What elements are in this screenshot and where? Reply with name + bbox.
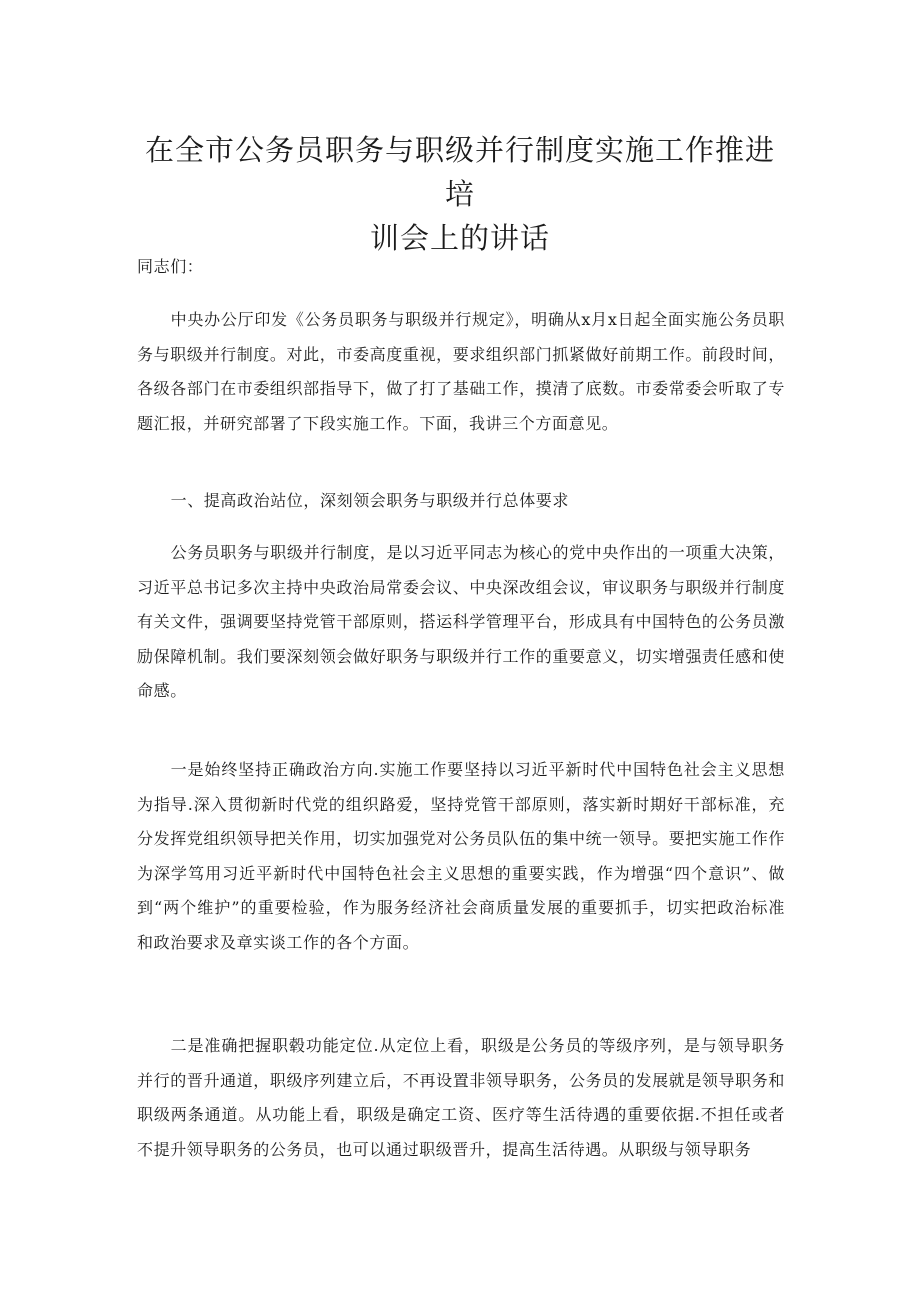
title-line-2: 训会上的讲话	[369, 221, 550, 255]
paragraph-intro: 中央办公厅印发《公务员职务与职级并行规定》，明确从x月x日起全面实施公务员职务与职级并行制度。对此，市委高度重视，要求组织部门抓紧做好前期工作。前段时间，各级各部门在市委组织部指导下，做了打了基础工作，摸清了底数。市委常委会听取了专题汇报，并研究部署了下段实施工作。下面，我讲三个方面意见。	[137, 310, 785, 433]
section-heading-1: 一、提高政治站位，深刻领会职务与职级并行总体要求	[170, 491, 569, 510]
paragraph-policy: 公务员职务与职级并行制度，是以习近平同志为核心的党中央作出的一项重大决策，习近平总书记多次主持中央政治局常委会议、中央深改组会议，审议职务与职级并行制度有关文件，强调要坚持党管干部原则，搭运科学管理平台，形成具有中国特色的公务员激励保障机制。我们要深刻领会做好职务与职级并行工作的重要意义，切实增强责任感和使命感。	[137, 543, 785, 700]
document-title	[140, 128, 780, 260]
salutation: 同志们：	[137, 257, 204, 276]
paragraph-point-2: 二是准确把握职毂功能定位.从定位上看，职级是公务员的等级序列，是与领导职务并行的晋升通道，职级序列建立后，不再设置非领导职务，公务员的发展就是领导职务和职级两条通道。从功能上看，职级是确定工资、医疗等生活待遇的重要依据.不担任或者不提升领导职务的公务员，也可以通过职级晋升，提高生活待遇。从职级与领导职务	[137, 1036, 785, 1159]
paragraph-point-1: 一是始终坚持正确政治方向.实施工作要坚持以习近平新时代中国特色社会主义思想为指导.深入贯彻新时代党的组织路爱，坚持党管干部原则，落实新时期好干部标准，充分发挥党组织领导把关作用，切实加强党对公务员队伍的集中统一领导。要把实施工作作为深学笃用习近平新时代中国特色社会主义思想的重要实践，作为增强“四个意识”、做到“两个维护”的重要检验，作为服务经济社会商质量发展的重要抓手，切实把政治标准和政治要求及章实谈工作的各个方面。	[137, 760, 785, 952]
title-line-1: 在全市公务员职务与职级并行制度实施工作推进培	[144, 133, 775, 211]
